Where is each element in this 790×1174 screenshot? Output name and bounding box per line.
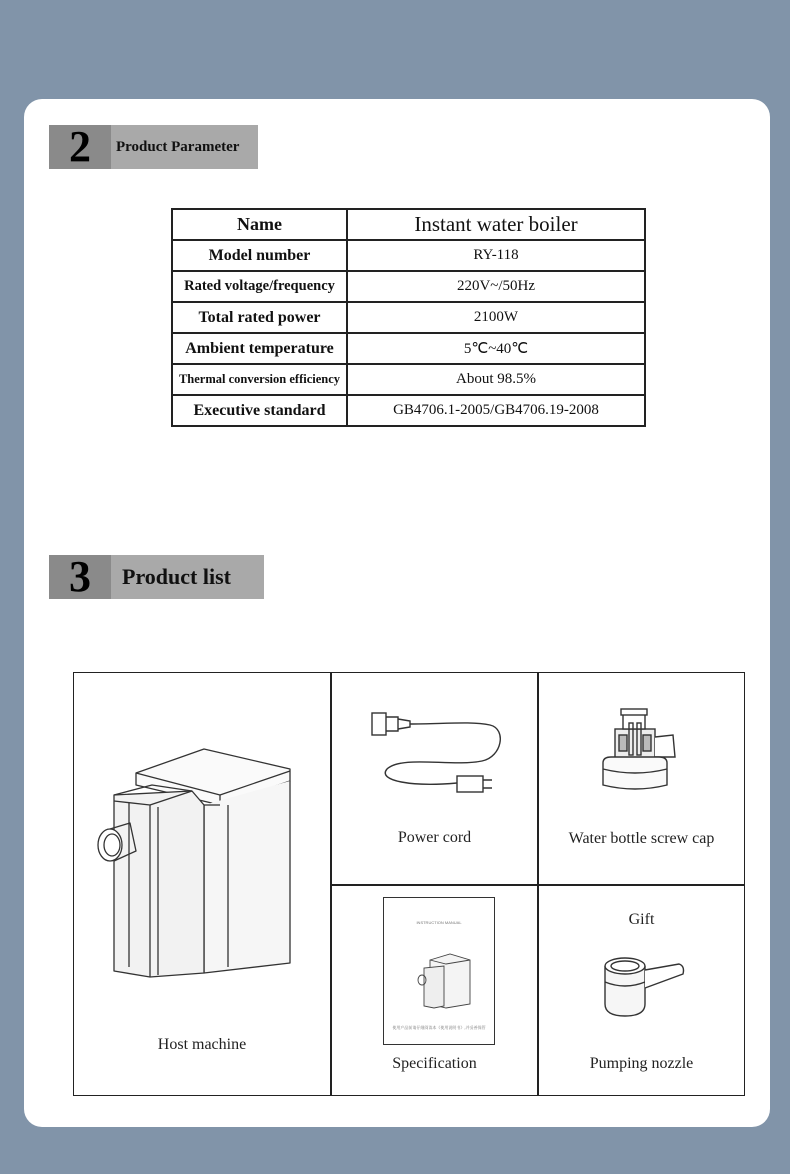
power-cord-icon [332,673,537,813]
param-label: Executive standard [172,395,347,426]
param-value: About 98.5% [347,364,645,395]
section-number: 3 [49,555,111,599]
param-value: Instant water boiler [347,209,645,240]
table-row [172,302,645,333]
param-value: GB4706.1-2005/GB4706.19-2008 [347,395,645,426]
table-row [172,209,645,240]
product-label: Pumping nozzle [589,1055,694,1072]
manual-footer: 使用产品前请仔细阅读本《使用说明书》,并妥善保管 [392,1025,486,1030]
param-label: Name [172,209,347,240]
product-label: Specification [392,1055,477,1072]
parameter-table [171,208,646,427]
pumping-nozzle-icon [539,926,744,1056]
instruction-manual-cover [383,897,495,1045]
product-host-machine [74,673,330,1094]
water-boiler-machine-icon [74,673,330,1003]
param-value: 5℃~40℃ [347,333,645,364]
table-row [172,364,645,395]
section-number: 2 [49,125,111,169]
product-pumping-nozzle [539,886,744,1095]
table-row [172,240,645,271]
table-row [172,333,645,364]
screw-cap-icon [539,673,744,813]
param-label: Model number [172,240,347,271]
product-specification [332,886,537,1095]
param-label: Ambient temperature [172,333,347,364]
param-value: 220V~/50Hz [347,271,645,302]
product-screw-cap [539,673,744,884]
manual-machine-icon [384,928,496,1018]
product-label: Power cord [397,829,472,846]
section-header-product-list [49,552,264,601]
section-header-parameters [49,122,258,171]
table-row [172,271,645,302]
param-label: Rated voltage/frequency [172,271,347,302]
product-grid [73,672,745,1096]
param-value: 2100W [347,302,645,333]
product-power-cord [332,673,537,884]
param-label: Thermal conversion efficiency [172,364,347,395]
product-label: Water bottle screw cap [568,830,715,847]
manual-title: INSTRUCTION MANUAL [416,920,462,925]
section-title: Product list [111,555,264,599]
product-label: Host machine [157,1036,247,1053]
param-value: RY-118 [347,240,645,271]
param-label: Total rated power [172,302,347,333]
table-row [172,395,645,426]
section-title: Product Parameter [111,125,258,169]
gift-label: Gift [628,911,655,928]
